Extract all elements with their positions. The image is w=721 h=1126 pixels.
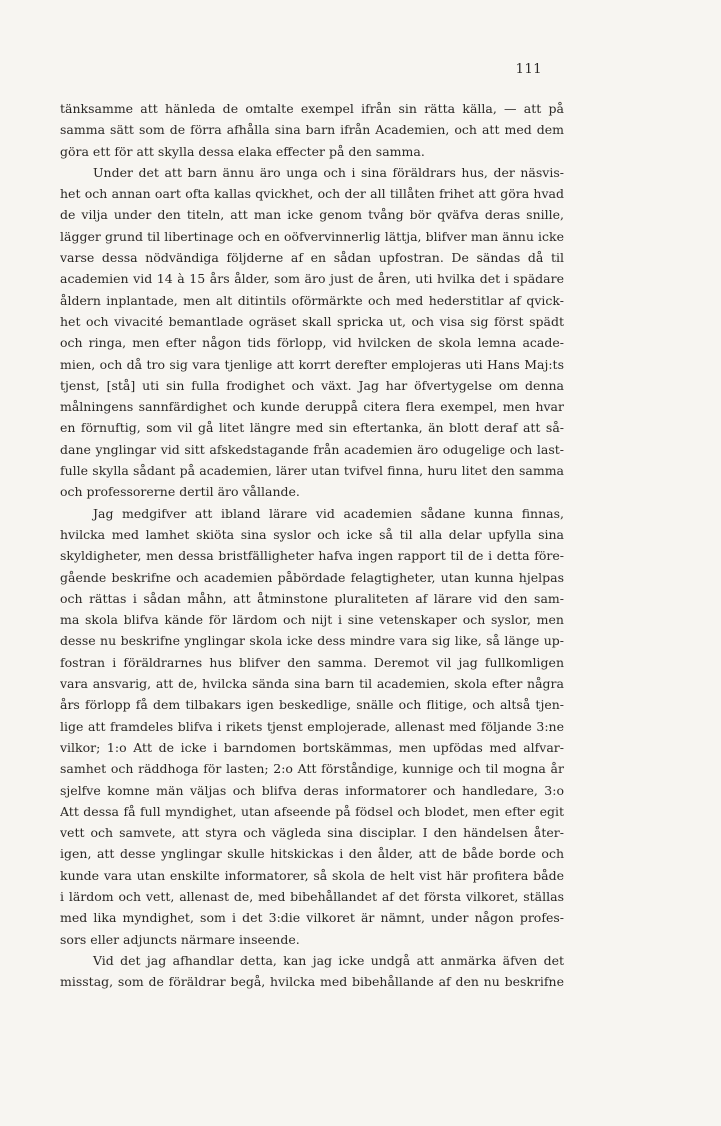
text-line: sors eller adjuncts närmare inseende. (60, 931, 300, 947)
text-line: års förlopp få dem tilbakars igen beskedlige, snälle och flitige, och altså tjen- (60, 697, 564, 713)
text-line: gående beskrifne och academien påbördade felagtigheter, utan kunna hjelpas (60, 569, 564, 585)
text-line: i lärdom och vett, allenast de, med bibehållandet af det första vilkoret, ställas (60, 888, 564, 904)
text-line: samma sätt som de förra afhålla sina barn ifrån Academien, och att med dem (60, 122, 564, 138)
text-line: vett och samvete, att styra och vägleda sina disciplar. I den händelsen åter- (60, 825, 564, 841)
text-line: åldern inplantade, men alt ditintils oförmärkte och med hederstitlar af qvick- (60, 292, 564, 308)
text-line: och ringa, men efter någon tids förlopp, vid hvilcken de skola lemna acade- (60, 335, 564, 351)
text-line: kunde vara utan enskilte informatorer, så skola de helt vist här profitera både (60, 867, 564, 883)
text-line: målningens sannfärdighet och kunde deruppå citera flera exempel, men hvar (60, 399, 564, 415)
text-line: och professorerne dertil äro vållande. (60, 484, 300, 500)
text-line: het och vivacité bemantlade ogräset skall spricka ut, och visa sig först spädt (60, 313, 564, 329)
text-line: samhet och räddhoga för lasten; 2:o Att förståndige, kunnige och til mogna år (60, 761, 564, 777)
text-line: Att dessa få full myndighet, utan afseende på födsel och blodet, men efter egit (60, 803, 564, 819)
text-line: fostran i föräldrarnes hus blifver den samma. Deremot vil jag fullkomligen (60, 654, 564, 670)
text-line: göra ett för att skylla dessa elaka effecter på den samma. (60, 143, 425, 159)
text-line: tjenst, [stå] uti sin fulla frodighet och växt. Jag har öfvertygelse om denna (60, 377, 564, 393)
page-number: 111 (515, 62, 542, 77)
text-line: het och annan oart ofta kallas qvickhet, och der all tillåten frihet att göra hvad (60, 186, 564, 202)
text-line: misstag, som de föräldrar begå, hvilcka med bibehållande af den nu beskrifne (60, 974, 564, 990)
body-text (60, 98, 564, 992)
text-line: desse nu beskrifne ynglingar skola icke dess mindre vara sig like, så länge up- (60, 633, 564, 649)
text-line: hvilcka med lamhet skiöta sina syslor och icke så til alla delar upfylla sina (60, 526, 564, 542)
text-line: Vid det jag afhandlar detta, kan jag icke undgå att anmärka äfven det (93, 952, 564, 968)
text-line: lige att framdeles blifva i rikets tjenst emplojerade, allenast med följande 3:ne (60, 718, 564, 734)
text-line: igen, att desse ynglingar skulle hitskickas i den ålder, att de både borde och (60, 846, 564, 862)
text-line: och rättas i sådan måhn, att åtminstone pluraliteten af lärare vid den sam- (60, 590, 564, 606)
text-line: tänksamme att hänleda de omtalte exempel ifrån sin rätta källa, — att på (60, 101, 564, 116)
text-line: ma skola blifva kände för lärdom och nijt i sine vetenskaper och syslor, men (60, 612, 564, 628)
text-line: en förnuftig, som vil gå litet längre med sin eftertanka, än blott deraf att så- (60, 420, 564, 436)
text-line: de vilja under den titeln, att man icke genom tvång bör qväfva deras snille, (60, 207, 564, 223)
text-line: Under det att barn ännu äro unga och i sina föräldrars hus, der näsvis- (93, 164, 564, 180)
text-line: dane ynglingar vid sitt afskedstagande från academien äro odugelige och last- (60, 441, 564, 457)
text-line: med lika myndighet, som i det 3:die vilkoret är nämnt, under någon profes- (60, 910, 564, 926)
text-line: lägger grund til libertinage och en oöfvervinnerlig lättja, blifver man ännu icke (60, 228, 564, 244)
text-line: sjelfve komne män väljas och blifva deras informatorer och handledare, 3:o (60, 782, 564, 798)
text-line: fulle skylla sådant på academien, lärer utan tvifvel finna, huru litet den samma (60, 463, 564, 479)
text-line: skyldigheter, men dessa bristfälligheter hafva ingen rapport til de i detta före- (60, 548, 564, 564)
text-line: vilkor; 1:o Att de icke i barndomen bortskämmas, men upfödas med alfvar- (60, 739, 564, 755)
text-line: vara ansvarig, att de, hvilcka sända sina barn til academien, skola efter några (60, 676, 564, 692)
text-line: mien, och då tro sig vara tjenlige att korrt derefter emplojeras uti Hans Maj:ts (60, 356, 564, 372)
text-line: Jag medgifver att ibland lärare vid academien sådane kunna finnas, (93, 505, 564, 521)
text-line: varse dessa nödvändiga följderne af en sådan upfostran. De sändas då til (60, 250, 564, 266)
text-line: academien vid 14 à 15 års ålder, som äro just de åren, uti hvilka det i spädare (60, 271, 564, 287)
